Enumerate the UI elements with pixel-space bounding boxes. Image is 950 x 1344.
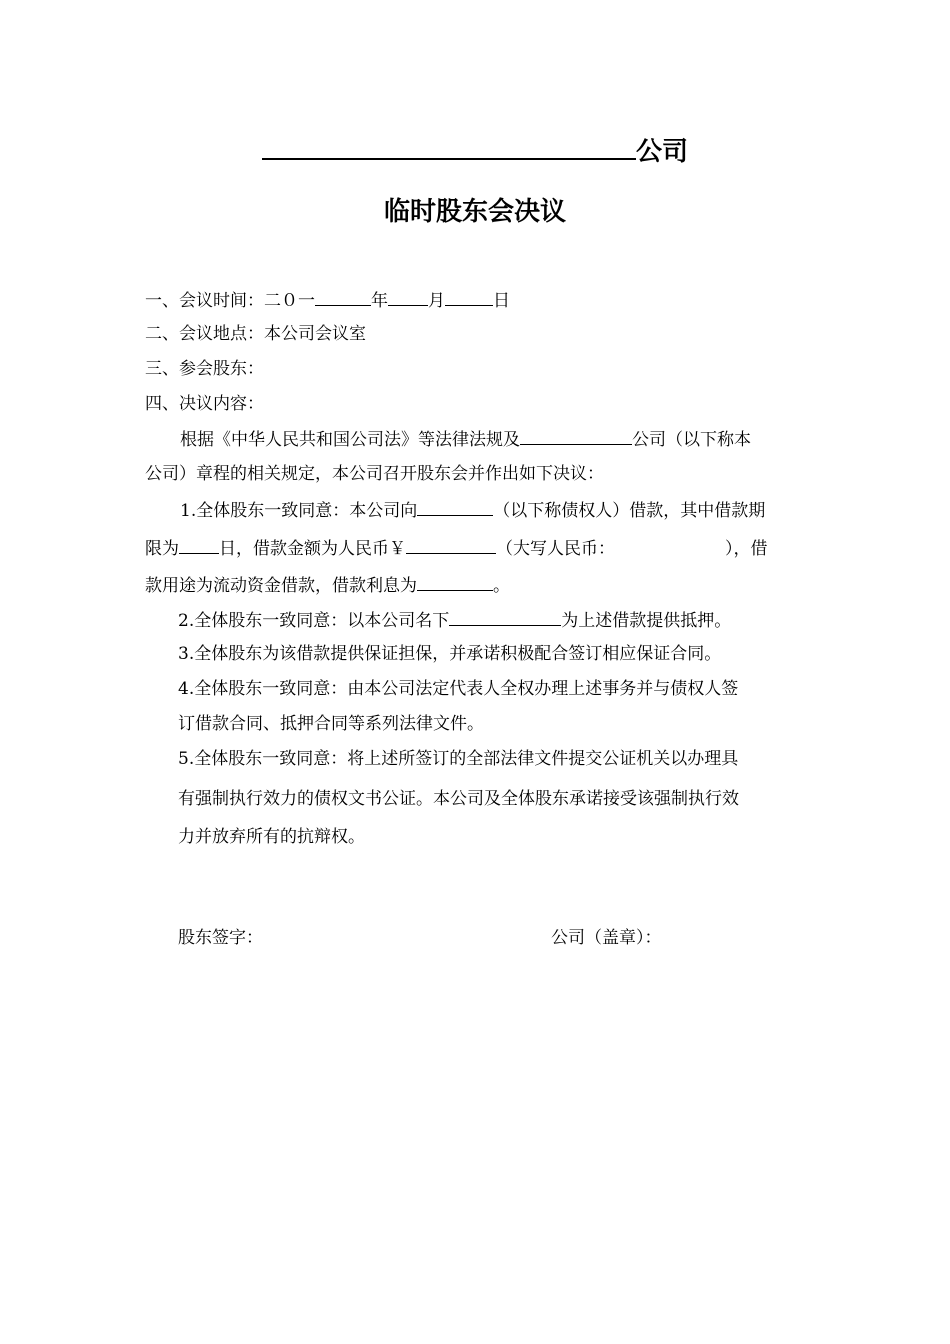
loan-amount-blank [406, 535, 496, 554]
day-blank [445, 287, 493, 306]
day-label: 日 [493, 291, 510, 311]
resolution-4-line-2: 订借款合同、抵押合同等系列法律文件。 [178, 714, 484, 734]
resolution-1-part-d: 日，借款金额为人民币￥ [219, 539, 406, 559]
company-suffix: 公司 [635, 137, 688, 167]
resolution-1-part-h: 。 [493, 576, 510, 596]
resolution-content-heading: 四、决议内容： [145, 394, 264, 414]
resolution-3: 3.全体股东为该借款提供保证担保，并承诺积极配合签订相应保证合同。 [178, 644, 722, 664]
resolution-1-part-g: 款用途为流动资金借款，借款利息为 [145, 576, 417, 596]
month-blank [388, 287, 428, 306]
company-blank [520, 426, 632, 445]
meeting-time-line [145, 287, 510, 313]
year-blank [315, 287, 371, 306]
resolution-2-part-b: 为上述借款提供抵押。 [561, 611, 732, 631]
resolution-5-line-3: 力并放弃所有的抗辩权。 [178, 827, 365, 847]
resolution-1-part-a: 1.全体股东一致同意：本公司向 [180, 501, 418, 521]
shareholder-signature-label: 股东签字： [178, 928, 263, 948]
resolution-4-line-1: 4.全体股东一致同意：由本公司法定代表人全权办理上述事务并与债权人签 [178, 679, 739, 699]
resolution-1-line-3 [145, 572, 510, 598]
resolution-5-line-1: 5.全体股东一致同意：将上述所签订的全部法律文件提交公证机关以办理具 [178, 749, 739, 769]
resolution-1-part-c: 限为 [145, 539, 179, 559]
loan-term-blank [179, 535, 219, 554]
meeting-time-label: 一、会议时间：二０一 [145, 291, 315, 311]
resolution-5-line-2: 有强制执行效力的债权文书公证。本公司及全体股东承诺接受该强制执行效 [178, 789, 739, 809]
intro-line-2: 公司）章程的相关规定，本公司召开股东会并作出如下决议： [145, 464, 604, 484]
intro-part-2: 公司（以下称本 [632, 430, 751, 450]
resolution-1-line-1 [180, 497, 765, 523]
company-name-heading [0, 128, 950, 172]
company-name-blank [262, 128, 636, 160]
resolution-2 [178, 607, 731, 633]
year-label: 年 [371, 291, 388, 311]
intro-line-1 [180, 426, 751, 452]
resolution-1-line-2 [145, 535, 768, 561]
meeting-location: 二、会议地点：本公司会议室 [145, 324, 366, 344]
resolution-1-part-f: ），借 [725, 539, 768, 559]
attending-shareholders: 三、参会股东： [145, 359, 264, 379]
resolution-1-part-e: （大写人民币： [496, 539, 615, 559]
month-label: 月 [428, 291, 445, 311]
creditor-blank [417, 497, 493, 516]
intro-part-1: 根据《中华人民共和国公司法》等法律法规及 [180, 430, 520, 450]
resolution-1-part-b: （以下称债权人）借款，其中借款期 [493, 501, 766, 521]
resolution-2-part-a: 2.全体股东一致同意：以本公司名下 [178, 611, 450, 631]
document-title: 临时股东会决议 [383, 197, 566, 227]
company-seal-label: 公司（盖章）： [551, 928, 662, 948]
interest-blank [417, 572, 493, 591]
collateral-blank [449, 607, 561, 626]
